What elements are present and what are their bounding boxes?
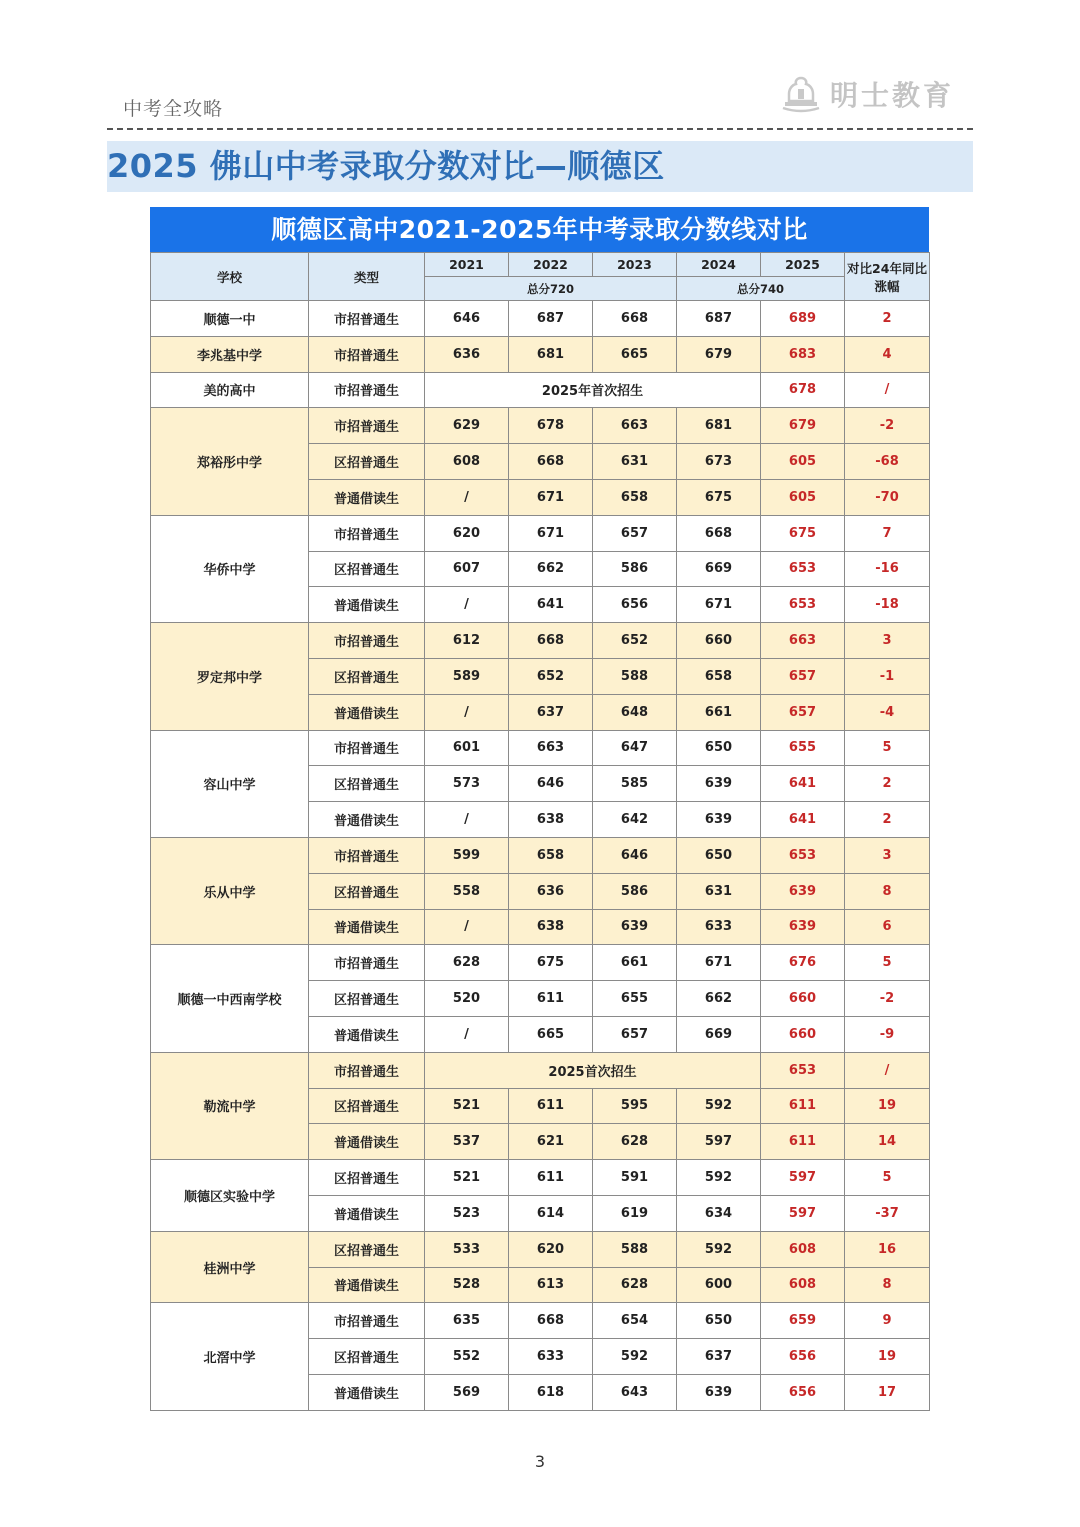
score-2025-cell: 655 <box>761 730 845 766</box>
score-cell: 661 <box>677 694 761 730</box>
score-cell: 639 <box>677 766 761 802</box>
score-2025-cell: 611 <box>761 1088 845 1124</box>
score-cell: 621 <box>509 1124 593 1160</box>
change-cell: 8 <box>845 1267 930 1303</box>
type-cell: 市招普通生 <box>309 515 425 551</box>
change-cell: 3 <box>845 837 930 873</box>
score-cell: 668 <box>509 444 593 480</box>
score-table <box>150 252 930 1411</box>
score-cell: 613 <box>509 1267 593 1303</box>
change-cell: -68 <box>845 444 930 480</box>
table-row <box>151 372 930 408</box>
score-cell: 586 <box>593 873 677 909</box>
score-2025-cell: 676 <box>761 945 845 981</box>
score-cell: 620 <box>425 515 509 551</box>
score-cell: 681 <box>509 336 593 372</box>
score-cell: 597 <box>677 1124 761 1160</box>
school-name-cell: 顺德区实验中学 <box>151 1160 309 1232</box>
header-type: 类型 <box>309 253 425 301</box>
header-divider <box>107 128 973 130</box>
score-cell: 592 <box>677 1088 761 1124</box>
change-cell: 7 <box>845 515 930 551</box>
score-cell: 661 <box>593 945 677 981</box>
change-cell: -2 <box>845 981 930 1017</box>
type-cell: 普通借读生 <box>309 1124 425 1160</box>
first-enrollment-note: 2025首次招生 <box>425 1052 761 1088</box>
score-cell: 631 <box>677 873 761 909</box>
type-cell: 普通借读生 <box>309 909 425 945</box>
table-row <box>151 1231 930 1267</box>
score-cell: 634 <box>677 1195 761 1231</box>
table-row <box>151 623 930 659</box>
score-cell: 681 <box>677 408 761 444</box>
score-cell: 601 <box>425 730 509 766</box>
score-cell: 573 <box>425 766 509 802</box>
change-cell: 19 <box>845 1339 930 1375</box>
score-2025-cell: 597 <box>761 1195 845 1231</box>
change-cell: -2 <box>845 408 930 444</box>
score-cell: 668 <box>593 301 677 337</box>
score-cell: 643 <box>593 1374 677 1410</box>
score-cell: 629 <box>425 408 509 444</box>
score-cell: / <box>425 587 509 623</box>
score-cell: 595 <box>593 1088 677 1124</box>
score-cell: 639 <box>677 802 761 838</box>
score-cell: 673 <box>677 444 761 480</box>
score-2025-cell: 608 <box>761 1267 845 1303</box>
type-cell: 市招普通生 <box>309 945 425 981</box>
score-cell: 558 <box>425 873 509 909</box>
school-name-cell: 桂洲中学 <box>151 1231 309 1303</box>
score-2025-cell: 675 <box>761 515 845 551</box>
score-cell: 592 <box>593 1339 677 1375</box>
score-cell: 654 <box>593 1303 677 1339</box>
school-name-cell: 李兆基中学 <box>151 336 309 372</box>
score-2025-cell: 653 <box>761 1052 845 1088</box>
score-cell: 655 <box>593 981 677 1017</box>
score-cell: 642 <box>593 802 677 838</box>
change-cell: 5 <box>845 1160 930 1196</box>
score-cell: 611 <box>509 1088 593 1124</box>
score-2025-cell: 653 <box>761 837 845 873</box>
score-cell: 588 <box>593 658 677 694</box>
header-year: 2025 <box>761 253 845 277</box>
score-cell: 671 <box>509 515 593 551</box>
score-2025-cell: 608 <box>761 1231 845 1267</box>
score-cell: 521 <box>425 1160 509 1196</box>
score-2025-cell: 660 <box>761 1016 845 1052</box>
type-cell: 普通借读生 <box>309 1016 425 1052</box>
change-cell: 17 <box>845 1374 930 1410</box>
type-cell: 区招普通生 <box>309 873 425 909</box>
score-cell: 650 <box>677 837 761 873</box>
table-row <box>151 730 930 766</box>
score-cell: 614 <box>509 1195 593 1231</box>
score-cell: 521 <box>425 1088 509 1124</box>
score-cell: 660 <box>677 623 761 659</box>
school-name-cell: 顺德一中 <box>151 301 309 337</box>
type-cell: 市招普通生 <box>309 1052 425 1088</box>
score-cell: 658 <box>677 658 761 694</box>
score-cell: 657 <box>593 515 677 551</box>
score-cell: 637 <box>677 1339 761 1375</box>
school-name-cell: 罗定邦中学 <box>151 623 309 730</box>
score-cell: 668 <box>677 515 761 551</box>
score-2025-cell: 639 <box>761 873 845 909</box>
type-cell: 普通借读生 <box>309 1374 425 1410</box>
score-cell: 641 <box>509 587 593 623</box>
school-name-cell: 美的高中 <box>151 372 309 408</box>
score-cell: / <box>425 802 509 838</box>
score-cell: 618 <box>509 1374 593 1410</box>
type-cell: 市招普通生 <box>309 372 425 408</box>
header-year: 2021 <box>425 253 509 277</box>
school-name-cell: 容山中学 <box>151 730 309 837</box>
score-cell: 638 <box>509 909 593 945</box>
score-cell: 671 <box>677 945 761 981</box>
score-table-container <box>150 207 929 1411</box>
score-cell: 619 <box>593 1195 677 1231</box>
brand-logo <box>780 72 965 116</box>
change-cell: 3 <box>845 623 930 659</box>
type-cell: 区招普通生 <box>309 1339 425 1375</box>
change-cell: -18 <box>845 587 930 623</box>
score-cell: 646 <box>509 766 593 802</box>
score-2025-cell: 641 <box>761 802 845 838</box>
score-cell: 528 <box>425 1267 509 1303</box>
change-cell: 5 <box>845 945 930 981</box>
table-row <box>151 945 930 981</box>
score-cell: 675 <box>509 945 593 981</box>
score-cell: 679 <box>677 336 761 372</box>
score-cell: 662 <box>677 981 761 1017</box>
score-cell: 671 <box>677 587 761 623</box>
type-cell: 区招普通生 <box>309 658 425 694</box>
type-cell: 市招普通生 <box>309 301 425 337</box>
school-name-cell: 北滘中学 <box>151 1303 309 1410</box>
type-cell: 区招普通生 <box>309 1160 425 1196</box>
score-cell: 650 <box>677 1303 761 1339</box>
score-cell: 668 <box>509 623 593 659</box>
score-cell: 620 <box>509 1231 593 1267</box>
change-cell: / <box>845 1052 930 1088</box>
score-cell: 628 <box>593 1124 677 1160</box>
change-cell: 14 <box>845 1124 930 1160</box>
score-cell: 662 <box>509 551 593 587</box>
change-cell: -1 <box>845 658 930 694</box>
change-cell: -70 <box>845 479 930 515</box>
score-2025-cell: 605 <box>761 444 845 480</box>
type-cell: 市招普通生 <box>309 408 425 444</box>
school-name-cell: 乐从中学 <box>151 837 309 944</box>
score-cell: / <box>425 694 509 730</box>
score-2025-cell: 663 <box>761 623 845 659</box>
score-cell: 663 <box>509 730 593 766</box>
score-cell: 652 <box>593 623 677 659</box>
table-row <box>151 408 930 444</box>
score-cell: 671 <box>509 479 593 515</box>
header-change: 对比24年同比涨幅 <box>845 253 930 301</box>
table-body <box>151 301 930 1411</box>
type-cell: 普通借读生 <box>309 479 425 515</box>
table-row <box>151 336 930 372</box>
score-cell: 537 <box>425 1124 509 1160</box>
score-cell: 635 <box>425 1303 509 1339</box>
type-cell: 市招普通生 <box>309 1303 425 1339</box>
score-cell: 652 <box>509 658 593 694</box>
score-cell: 663 <box>593 408 677 444</box>
score-2025-cell: 653 <box>761 551 845 587</box>
score-2025-cell: 689 <box>761 301 845 337</box>
type-cell: 区招普通生 <box>309 444 425 480</box>
score-cell: 665 <box>593 336 677 372</box>
score-2025-cell: 597 <box>761 1160 845 1196</box>
score-cell: 639 <box>593 909 677 945</box>
type-cell: 市招普通生 <box>309 336 425 372</box>
score-cell: 569 <box>425 1374 509 1410</box>
table-row <box>151 1052 930 1088</box>
table-row <box>151 515 930 551</box>
change-cell: 16 <box>845 1231 930 1267</box>
header-section-title: 中考全攻略 <box>123 98 224 120</box>
school-name-cell: 顺德一中西南学校 <box>151 945 309 1052</box>
score-cell: 628 <box>593 1267 677 1303</box>
type-cell: 普通借读生 <box>309 1267 425 1303</box>
change-cell: -4 <box>845 694 930 730</box>
type-cell: 区招普通生 <box>309 551 425 587</box>
score-cell: 608 <box>425 444 509 480</box>
score-cell: 648 <box>593 694 677 730</box>
score-2025-cell: 659 <box>761 1303 845 1339</box>
score-cell: 669 <box>677 551 761 587</box>
score-cell: 658 <box>593 479 677 515</box>
change-cell: 4 <box>845 336 930 372</box>
score-cell: 523 <box>425 1195 509 1231</box>
score-cell: 636 <box>425 336 509 372</box>
type-cell: 区招普通生 <box>309 1088 425 1124</box>
score-cell: 592 <box>677 1231 761 1267</box>
header-year: 2024 <box>677 253 761 277</box>
score-2025-cell: 641 <box>761 766 845 802</box>
school-name-cell: 勒流中学 <box>151 1052 309 1159</box>
type-cell: 普通借读生 <box>309 1195 425 1231</box>
score-cell: / <box>425 479 509 515</box>
change-cell: 9 <box>845 1303 930 1339</box>
school-name-cell: 华侨中学 <box>151 515 309 622</box>
type-cell: 普通借读生 <box>309 587 425 623</box>
score-cell: 633 <box>509 1339 593 1375</box>
type-cell: 普通借读生 <box>309 802 425 838</box>
score-2025-cell: 656 <box>761 1374 845 1410</box>
score-2025-cell: 656 <box>761 1339 845 1375</box>
score-cell: 633 <box>677 909 761 945</box>
first-enrollment-note: 2025年首次招生 <box>425 372 761 408</box>
table-banner-title: 顺德区高中2021-2025年中考录取分数线对比 <box>150 207 929 252</box>
score-cell: 589 <box>425 658 509 694</box>
score-2025-cell: 679 <box>761 408 845 444</box>
score-cell: / <box>425 1016 509 1052</box>
score-cell: 591 <box>593 1160 677 1196</box>
table-row <box>151 301 930 337</box>
score-cell: / <box>425 909 509 945</box>
header-year: 2022 <box>509 253 593 277</box>
score-cell: 599 <box>425 837 509 873</box>
logo-emblem-icon <box>780 74 822 114</box>
score-cell: 552 <box>425 1339 509 1375</box>
score-2025-cell: 639 <box>761 909 845 945</box>
type-cell: 区招普通生 <box>309 1231 425 1267</box>
logo-text: 明士教育 <box>830 79 955 112</box>
score-cell: 588 <box>593 1231 677 1267</box>
change-cell: -9 <box>845 1016 930 1052</box>
score-cell: 639 <box>677 1374 761 1410</box>
score-cell: 600 <box>677 1267 761 1303</box>
header-total-740: 总分740 <box>677 277 845 301</box>
table-row <box>151 837 930 873</box>
score-cell: 650 <box>677 730 761 766</box>
header-total-720: 总分720 <box>425 277 677 301</box>
change-cell: 6 <box>845 909 930 945</box>
school-name-cell: 郑裕彤中学 <box>151 408 309 515</box>
score-2025-cell: 683 <box>761 336 845 372</box>
score-cell: 592 <box>677 1160 761 1196</box>
score-cell: 687 <box>509 301 593 337</box>
score-cell: 637 <box>509 694 593 730</box>
header-year: 2023 <box>593 253 677 277</box>
score-cell: 658 <box>509 837 593 873</box>
score-2025-cell: 657 <box>761 658 845 694</box>
score-2025-cell: 660 <box>761 981 845 1017</box>
type-cell: 市招普通生 <box>309 837 425 873</box>
score-cell: 628 <box>425 945 509 981</box>
score-2025-cell: 657 <box>761 694 845 730</box>
page-number: 3 <box>534 1452 546 1471</box>
score-cell: 636 <box>509 873 593 909</box>
type-cell: 普通借读生 <box>309 694 425 730</box>
score-cell: 631 <box>593 444 677 480</box>
score-cell: 669 <box>677 1016 761 1052</box>
change-cell: 19 <box>845 1088 930 1124</box>
score-cell: 656 <box>593 587 677 623</box>
score-cell: 611 <box>509 981 593 1017</box>
score-cell: 678 <box>509 408 593 444</box>
change-cell: 2 <box>845 802 930 838</box>
table-row <box>151 1303 930 1339</box>
score-cell: 665 <box>509 1016 593 1052</box>
table-row <box>151 1160 930 1196</box>
type-cell: 区招普通生 <box>309 766 425 802</box>
change-cell: -37 <box>845 1195 930 1231</box>
score-cell: 520 <box>425 981 509 1017</box>
change-cell: 2 <box>845 301 930 337</box>
change-cell: / <box>845 372 930 408</box>
score-2025-cell: 653 <box>761 587 845 623</box>
type-cell: 区招普通生 <box>309 981 425 1017</box>
type-cell: 市招普通生 <box>309 730 425 766</box>
score-cell: 586 <box>593 551 677 587</box>
score-cell: 657 <box>593 1016 677 1052</box>
type-cell: 市招普通生 <box>309 623 425 659</box>
change-cell: 5 <box>845 730 930 766</box>
page-title: 2025 佛山中考录取分数对比—顺德区 <box>107 147 665 185</box>
score-cell: 647 <box>593 730 677 766</box>
score-2025-cell: 605 <box>761 479 845 515</box>
change-cell: 2 <box>845 766 930 802</box>
score-cell: 687 <box>677 301 761 337</box>
header-school: 学校 <box>151 253 309 301</box>
change-cell: 8 <box>845 873 930 909</box>
score-cell: 611 <box>509 1160 593 1196</box>
score-2025-cell: 678 <box>761 372 845 408</box>
score-cell: 585 <box>593 766 677 802</box>
score-cell: 612 <box>425 623 509 659</box>
score-cell: 646 <box>425 301 509 337</box>
score-cell: 607 <box>425 551 509 587</box>
score-cell: 675 <box>677 479 761 515</box>
score-cell: 533 <box>425 1231 509 1267</box>
score-2025-cell: 611 <box>761 1124 845 1160</box>
score-cell: 668 <box>509 1303 593 1339</box>
score-cell: 638 <box>509 802 593 838</box>
score-cell: 646 <box>593 837 677 873</box>
change-cell: -16 <box>845 551 930 587</box>
